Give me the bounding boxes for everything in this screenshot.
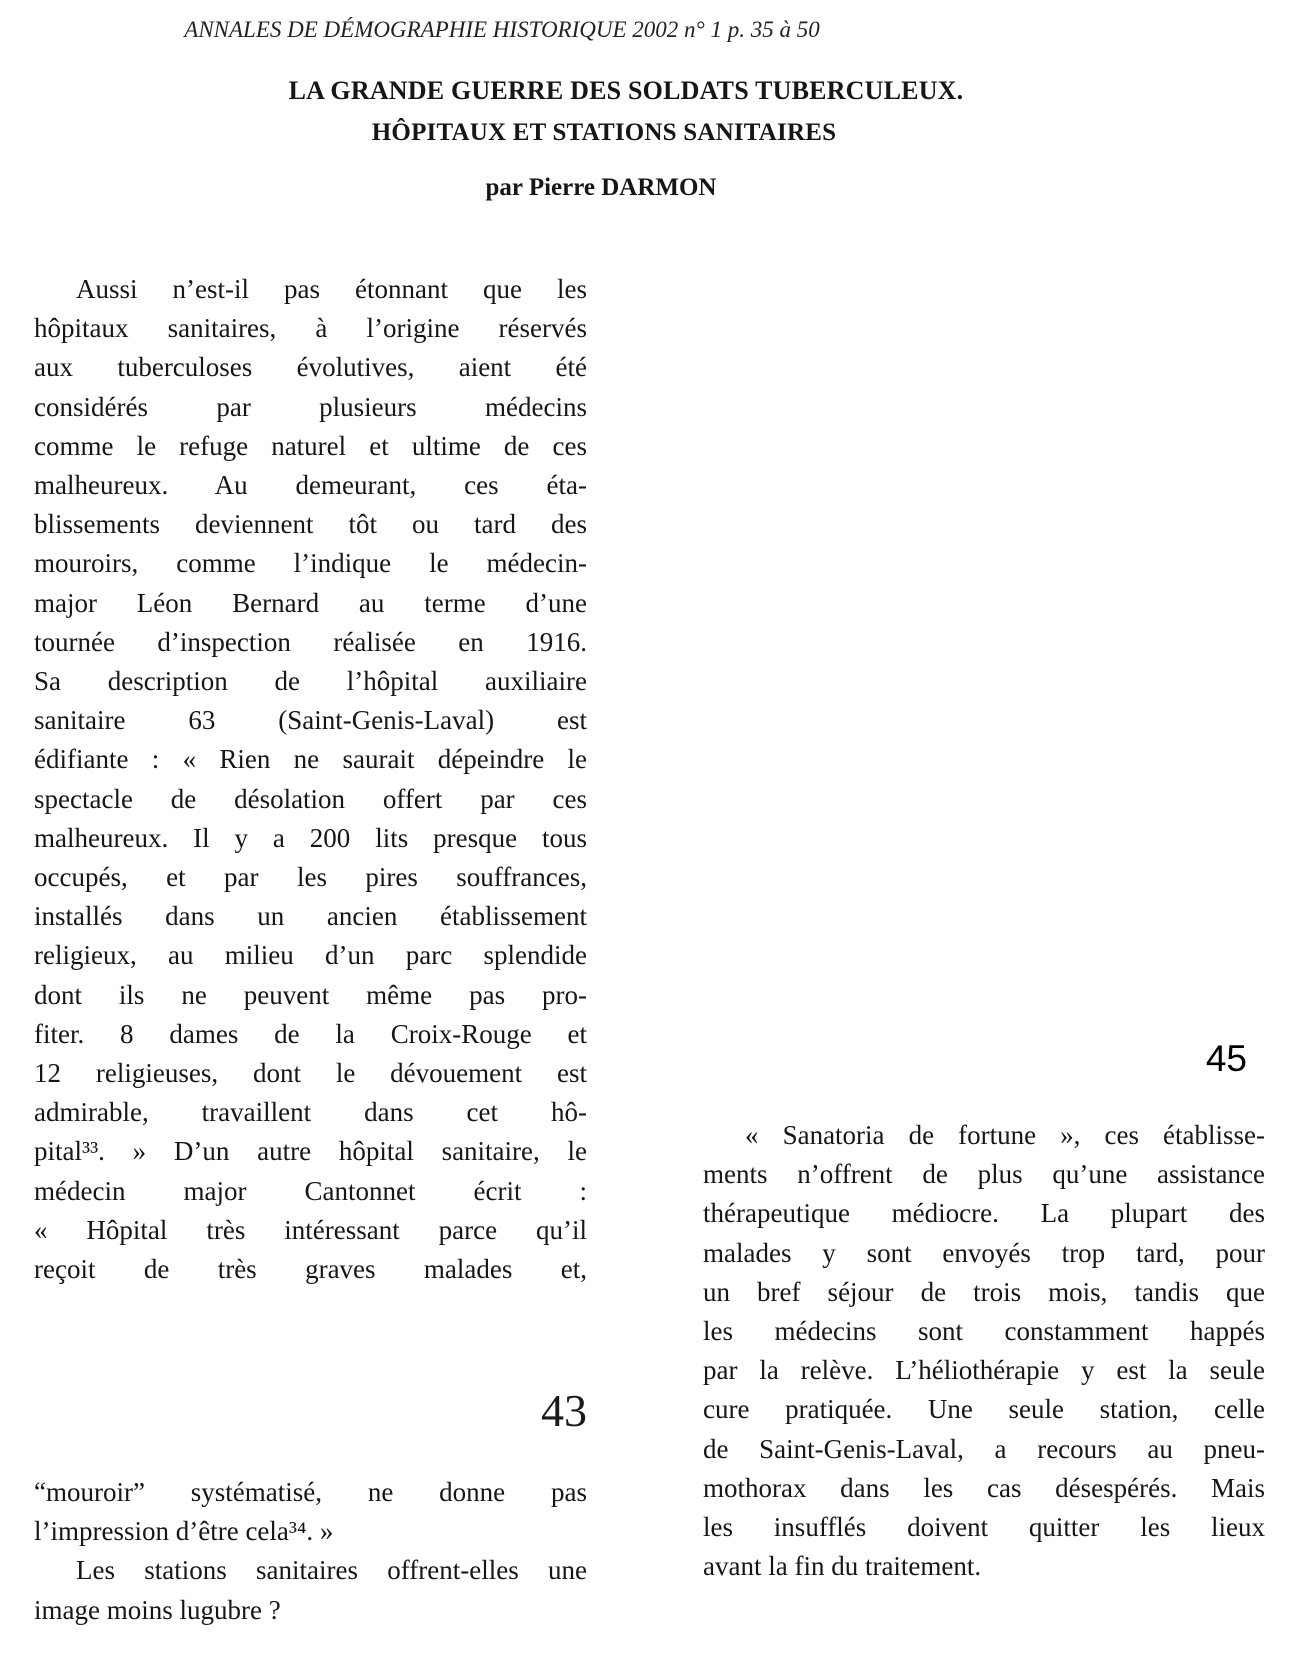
text-line: avant la fin du traitement. (703, 1551, 982, 1582)
text-line: aux tuberculoses évolutives, aient été (34, 352, 587, 383)
text-line: l’impression d’être cela³⁴. » (34, 1516, 334, 1547)
text-line: pital³³. » D’un autre hôpital sanitaire, le (34, 1136, 587, 1167)
article-title-line1: LA GRANDE GUERRE DES SOLDATS TUBERCULEUX. (288, 76, 964, 105)
text-line: « Sanatoria de fortune », ces établisse- (745, 1120, 1265, 1150)
text-line: comme le refuge naturel et ultime de ces (34, 430, 587, 461)
text-line: sanitaire 63 (Saint-Genis-Laval) est (34, 705, 587, 736)
text-line: occupés, et par les pires souffrances, (34, 862, 587, 893)
text-line: religieux, au milieu d’un parc splendide (34, 940, 587, 971)
text-line: fiter. 8 dames de la Croix-Rouge et (34, 1018, 587, 1049)
article-byline: par Pierre DARMON (485, 174, 717, 201)
left-column-paragraph-mouroir (34, 1473, 587, 1551)
text-line: par la relève. L’héliothérapie y est la seule (703, 1355, 1265, 1386)
text-line: 12 religieuses, dont le dévouement est (34, 1058, 587, 1089)
right-column-paragraph-sanatoria (703, 1116, 1265, 1586)
text-line: « Hôpital très intéressant parce qu’il (34, 1214, 587, 1245)
text-line: dont ils ne peuvent même pas pro- (34, 979, 587, 1010)
page-number-45: 45 (1205, 1038, 1247, 1079)
text-line: major Léon Bernard au terme d’une (34, 587, 587, 618)
text-line: malheureux. Au demeurant, ces éta- (34, 470, 587, 501)
text-line: Les stations sanitaires offrent-elles une (76, 1555, 587, 1586)
text-line: tournée d’inspection réalisée en 1916. (34, 626, 587, 657)
text-line: malheureux. Il y a 200 lits presque tous (34, 822, 587, 853)
text-line: les médecins sont constamment happés (703, 1316, 1265, 1347)
text-line: installés dans un ancien établissement (34, 901, 587, 932)
text-line: admirable, travaillent dans cet hô- (34, 1097, 587, 1128)
page-number-43: 43 (541, 1385, 587, 1436)
left-column-paragraph-main (34, 270, 587, 1289)
text-line: Aussi n’est-il pas étonnant que les (76, 274, 587, 304)
text-line: Sa description de l’hôpital auxiliaire (34, 666, 587, 697)
text-line: édifiante : « Rien ne saurait dépeindre le (34, 744, 587, 775)
text-line: médecin major Cantonnet écrit : (34, 1175, 587, 1206)
text-line: hôpitaux sanitaires, à l’origine réservés (34, 313, 587, 344)
text-line: reçoit de très graves malades et, (34, 1254, 587, 1285)
left-column-bottom (34, 1473, 587, 1630)
text-line: ments n’offrent de plus qu’une assistance (703, 1159, 1265, 1190)
left-column-paragraph-stations (34, 1551, 587, 1629)
text-line: thérapeutique médiocre. La plupart des (703, 1198, 1265, 1229)
text-line: de Saint-Genis-Laval, a recours au pneu- (703, 1433, 1265, 1464)
text-line: mothorax dans les cas désespérés. Mais (703, 1472, 1265, 1503)
text-line: un bref séjour de trois mois, tandis que (703, 1276, 1265, 1307)
text-line: malades y sont envoyés trop tard, pour (703, 1237, 1265, 1268)
text-line: image moins lugubre ? (34, 1594, 281, 1625)
text-line: les insufflés doivent quitter les lieux (703, 1512, 1265, 1543)
text-line: mouroirs, comme l’indique le médecin- (34, 548, 587, 579)
journal-header: ANNALES DE DÉMOGRAPHIE HISTORIQUE 2002 n° 1 p. 35 à 50 (184, 17, 820, 42)
text-line: blissements deviennent tôt ou tard des (34, 509, 587, 540)
text-line: considérés par plusieurs médecins (34, 391, 587, 422)
text-line: cure pratiquée. Une seule station, celle (703, 1394, 1265, 1425)
text-line: “mouroir” systématisé, ne donne pas (34, 1477, 587, 1507)
text-line: spectacle de désolation offert par ces (34, 783, 587, 814)
article-title-line2: HÔPITAUX ET STATIONS SANITAIRES (371, 119, 837, 146)
